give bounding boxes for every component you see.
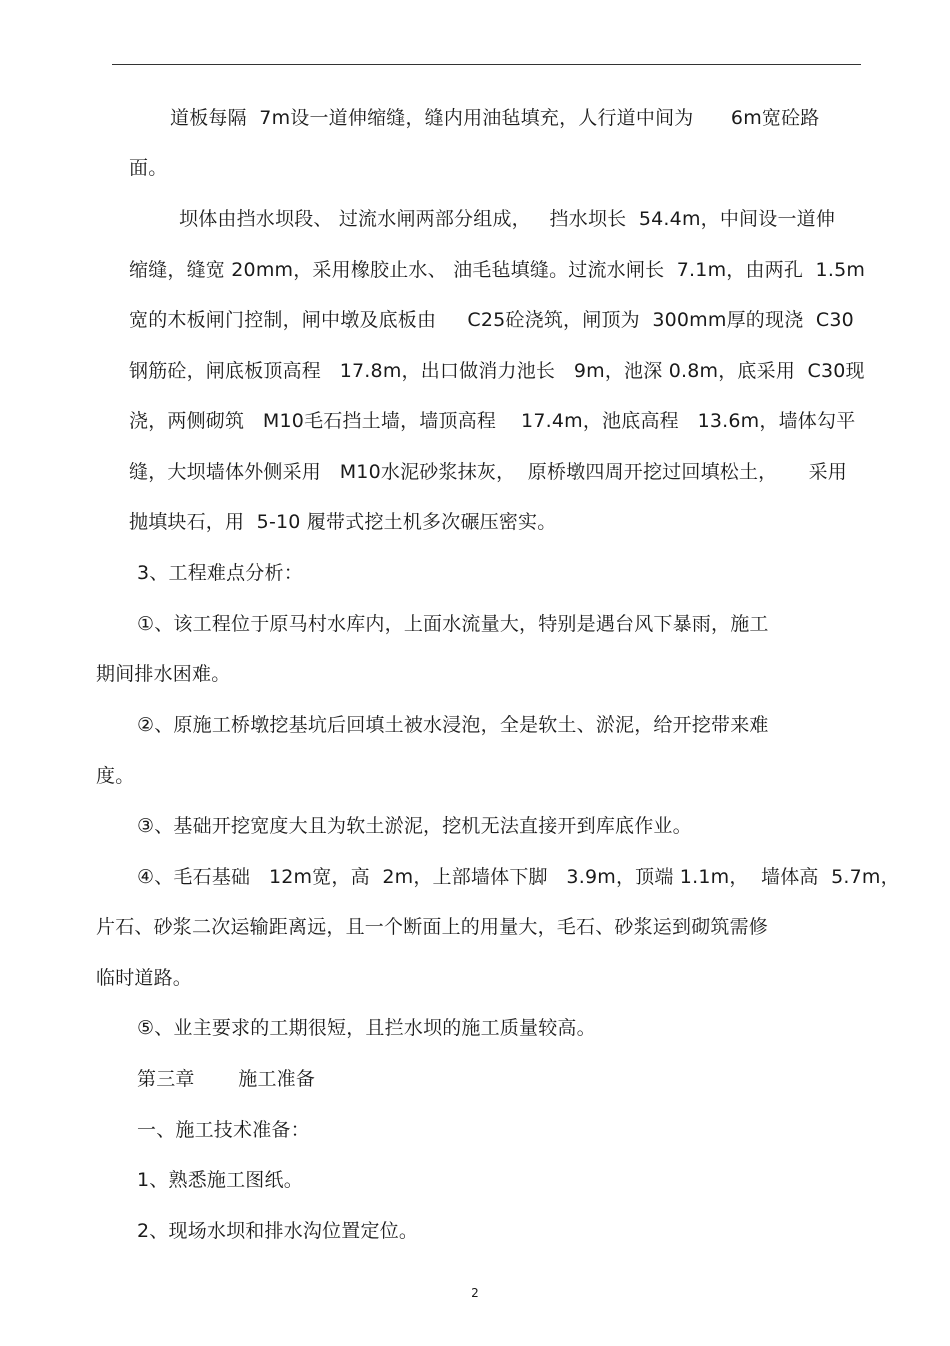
text-line: 钢筋砼，闸底板顶高程 17.8m，出口做消力池长 9m，池深 0.8m，底采用 C30现 xyxy=(129,360,865,382)
text-line: ③、基础开挖宽度大且为软土淤泥，挖机无法直接开到库底作业。 xyxy=(137,815,692,837)
text-line: 片石、砂浆二次运输距离远，且一个断面上的用量大，毛石、砂浆运到砌筑需修 xyxy=(96,916,769,938)
text-line: ④、毛石基础 12m宽，高 2m，上部墙体下脚 3.9m，顶端 1.1m， 墙体高 5.7m， xyxy=(137,866,900,888)
text-line: 道板每隔 7m设一道伸缩缝，缝内用油毡填充，人行道中间为 6m宽砼路 xyxy=(170,107,820,129)
text-line: ②、原施工桥墩挖基坑后回填土被水浸泡，全是软土、淤泥，给开挖带来难 xyxy=(137,714,769,736)
section-heading: 一、施工技术准备： xyxy=(137,1119,310,1141)
text-line: 宽的木板闸门控制，闸中墩及底板由 C25砼浇筑，闸顶为 300mm厚的现浇 C30 xyxy=(129,309,854,331)
text-line: 期间排水困难。 xyxy=(96,663,231,685)
text-line: 坝体由挡水坝段、 过流水闸两部分组成， 挡水坝长 54.4m，中间设一道伸 xyxy=(179,208,836,230)
text-line: 浇，两侧砌筑 M10毛石挡土墙，墙顶高程 17.4m，池底高程 13.6m，墙体勾平 xyxy=(129,410,856,432)
text-line: ⑤、业主要求的工期很短，且拦水坝的施工质量较高。 xyxy=(137,1017,596,1039)
text-line: 抛填块石，用 5-10 履带式挖土机多次碾压密实。 xyxy=(129,511,557,533)
text-line: 缝，大坝墙体外侧采用 M10水泥砂浆抹灰， 原桥墩四周开挖过回填松土， 采用 xyxy=(129,461,847,483)
text-line: 临时道路。 xyxy=(96,967,193,989)
header-rule xyxy=(112,64,861,65)
text-line: 1、熟悉施工图纸。 xyxy=(137,1169,303,1191)
text-line: 度。 xyxy=(96,765,135,787)
text-line: 2、现场水坝和排水沟位置定位。 xyxy=(137,1220,419,1242)
text-line: ①、该工程位于原马村水库内，上面水流量大，特别是遇台风下暴雨，施工 xyxy=(137,613,769,635)
text-line: 面。 xyxy=(129,157,168,179)
page-number: 2 xyxy=(471,1286,479,1300)
section-heading: 3、工程难点分析： xyxy=(137,562,303,584)
text-line: 缩缝，缝宽 20mm，采用橡胶止水、 油毛毡填缝。过流水闸长 7.1m，由两孔 1.5m xyxy=(129,259,866,281)
chapter-heading: 第三章 施工准备 xyxy=(137,1068,316,1090)
